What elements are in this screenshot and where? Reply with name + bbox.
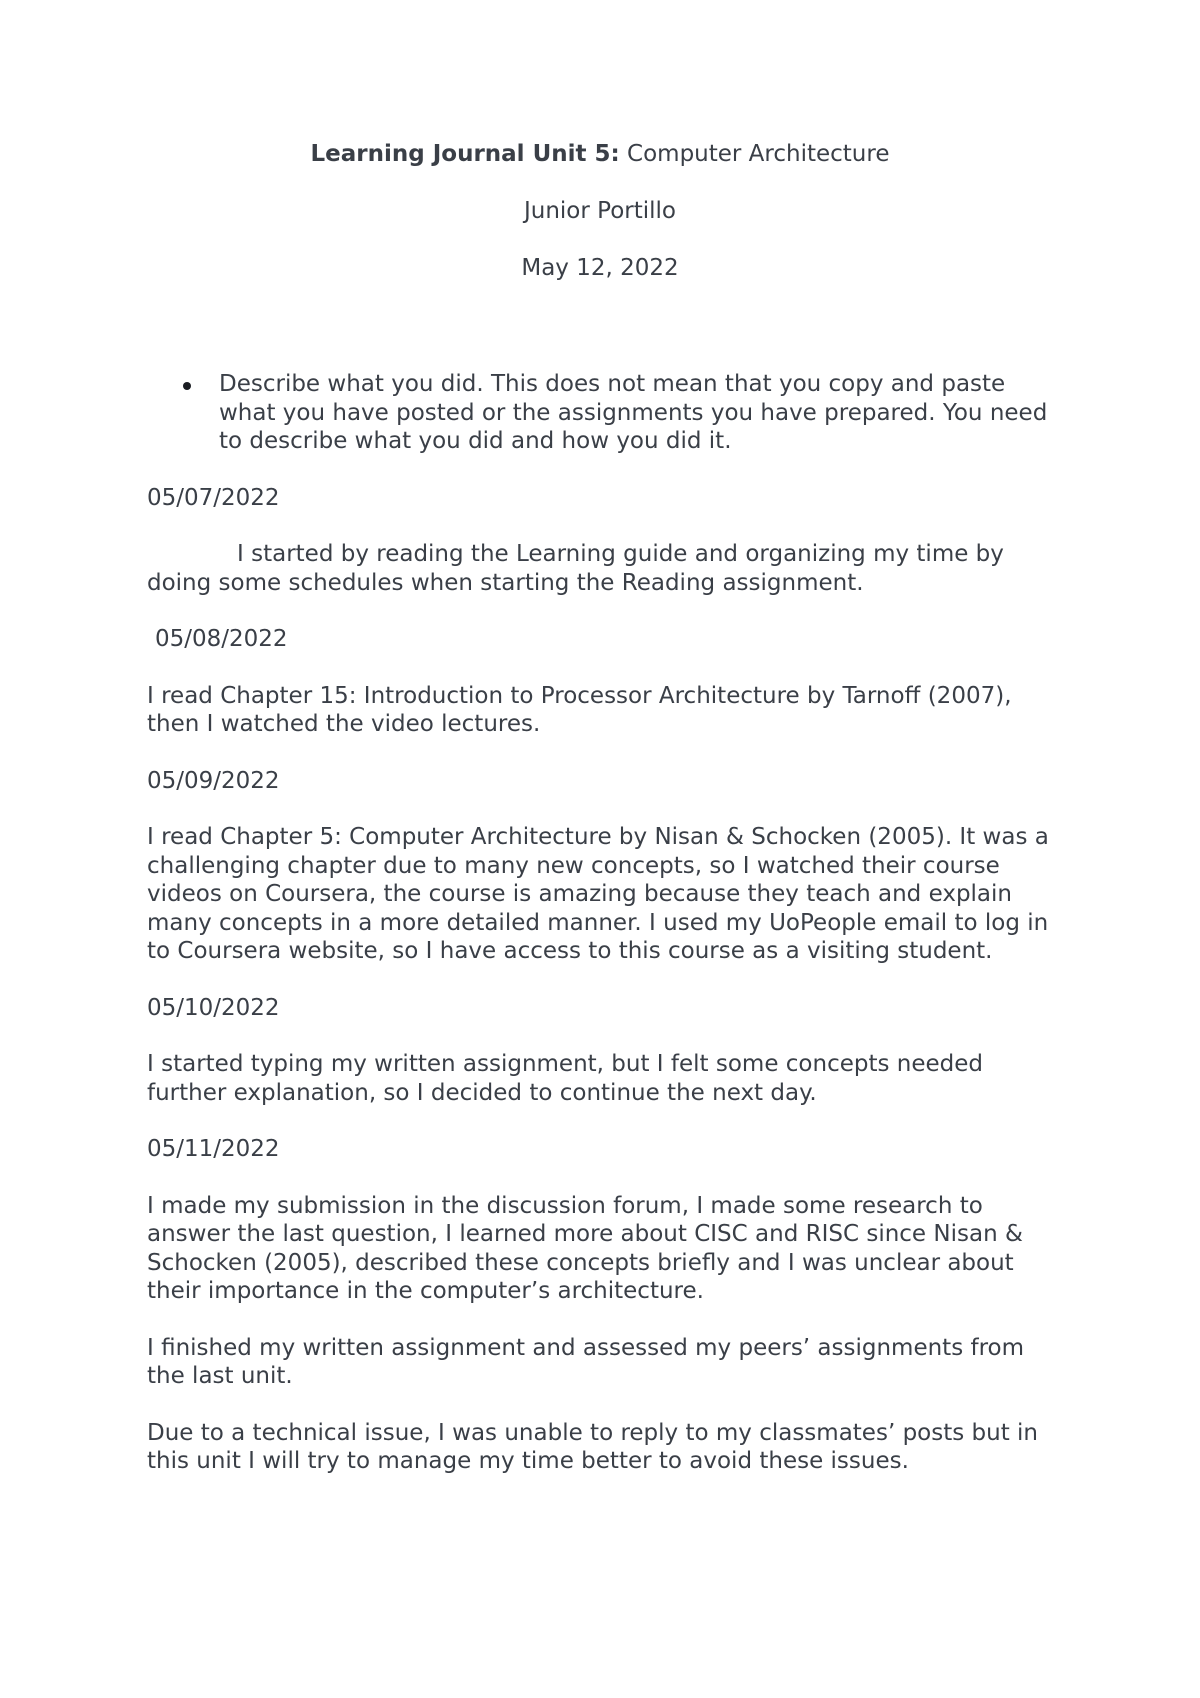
document-title: [0, 140, 1200, 168]
prompt-text: Describe what you did. This does not mean that you copy and paste what you have posted or the assignments you have prepared. You need to describe what you did and how you did it.: [219, 371, 1048, 454]
document-header: [0, 140, 1200, 282]
entry-paragraph: I read Chapter 5: Computer Architecture by Nisan & Schocken (2005). It was a challenging chapter due to many new concepts, so I watched their course videos on Coursera, the course is amazing because they teach and explain many concepts in a more detailed manner. I used my UoPeople email to log in to Coursera website, so I have access to this course as a visiting student.: [147, 824, 1049, 964]
entry-date: 05/10/2022: [147, 994, 280, 1021]
entry-paragraph: I read Chapter 15: Introduction to Processor Architecture by Tarnoff (2007), then I watched the video lectures.: [147, 682, 1012, 737]
entry-paragraph: I started by reading the Learning guide and organizing my time by doing some schedules when starting the Reading assignment.: [147, 541, 1004, 596]
prompt-bullet: [147, 370, 1067, 456]
title-bold: Learning Journal Unit 5:: [310, 141, 620, 167]
entry-date: 05/07/2022: [147, 484, 280, 511]
entry-paragraph: I finished my written assignment and assessed my peers’ assignments from the last unit.: [147, 1334, 1025, 1389]
document-body: [147, 370, 1067, 1504]
entry-date: 05/11/2022: [147, 1136, 280, 1162]
entry-paragraph: I made my submission in the discussion forum, I made some research to answer the last question, I learned more about CISC and RISC since Nisan & Schocken (2005), described these concepts briefly and I was unclear about their importance in the computer’s architecture.: [147, 1192, 1023, 1304]
entry-paragraph: Due to a technical issue, I was unable to reply to my classmates’ posts but in this unit I will try to manage my time better to avoid these issues.: [147, 1419, 1039, 1474]
author-name: Junior Portillo: [523, 198, 676, 224]
title-rest: Computer Architecture: [619, 141, 890, 167]
bullet-icon: [183, 382, 191, 390]
entry-paragraph: I started typing my written assignment, but I felt some concepts needed further explanation, so I decided to continue the next day.: [147, 1051, 984, 1106]
document-date: May 12, 2022: [521, 255, 679, 281]
entry-date: 05/08/2022: [155, 626, 288, 652]
entry-date: 05/09/2022: [147, 767, 280, 794]
